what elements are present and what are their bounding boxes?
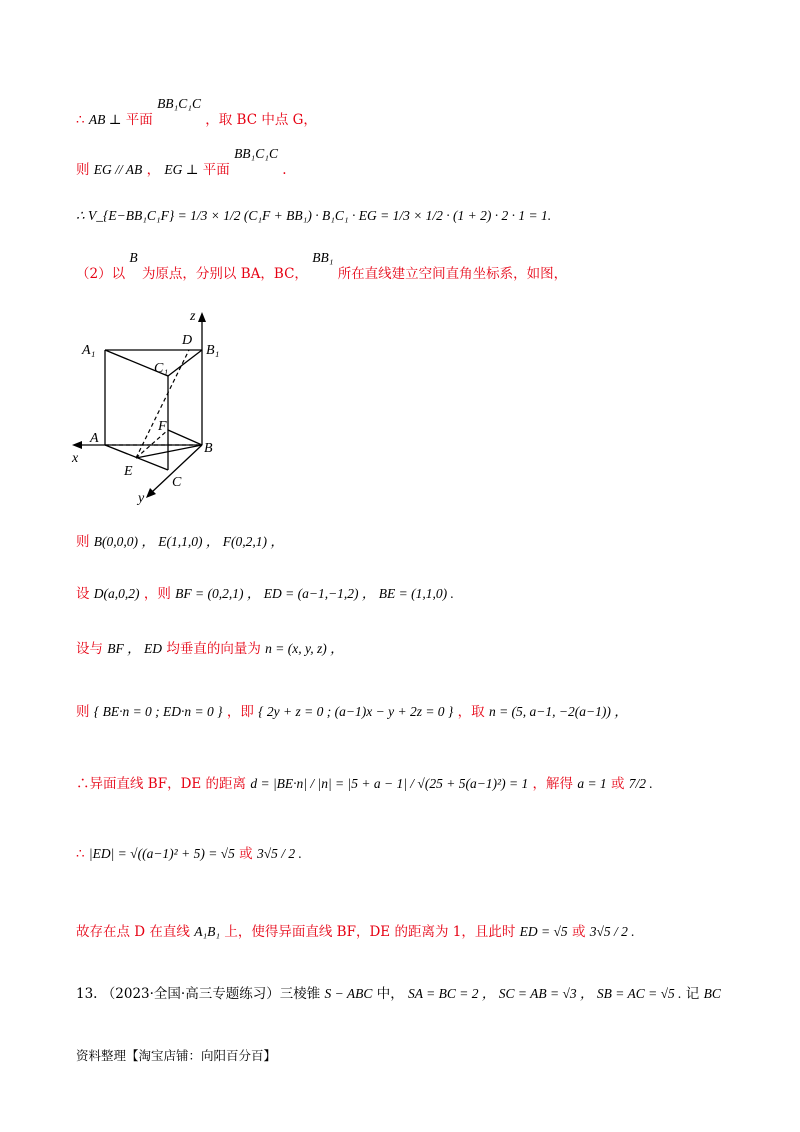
word: 则 — [76, 534, 90, 550]
coordinates: B(0,0,0) ， E(1,1,0) ， F(0,2,1) ， — [93, 534, 284, 549]
text: 设与 — [76, 641, 103, 657]
solution-line-5 — [76, 530, 284, 550]
formula: 7/2 . — [628, 776, 653, 791]
word: 则 — [76, 162, 90, 178]
formula: EG ⊥ — [164, 162, 199, 177]
formula: B — [129, 250, 138, 265]
text: 上，使得异面直线 BF，DE 的距离为 1，且此时 — [224, 924, 516, 940]
formula: BF ， ED — [107, 641, 163, 656]
formula: BB₁C₁C — [234, 146, 278, 161]
formula: AB ⊥ — [88, 112, 122, 127]
solution-line-7 — [76, 637, 344, 657]
solution-line-6 — [76, 582, 454, 602]
solution-line-3 — [76, 208, 551, 224]
solution-line-8 — [76, 700, 628, 720]
word: ，即 — [226, 704, 254, 720]
word: 平面 — [202, 162, 230, 178]
label-d: D — [182, 333, 193, 348]
solution-line-10 — [76, 842, 302, 862]
formula: ED = √5 — [519, 924, 568, 939]
therefore-symbol: ∴ — [76, 846, 85, 862]
label-a: A — [90, 431, 99, 446]
solution-line-11 — [76, 920, 635, 940]
text: ，取 BC 中点 G， — [205, 112, 317, 128]
label-a1: A₁ — [82, 343, 96, 358]
z-arrow — [198, 312, 206, 322]
label-z: z — [190, 309, 196, 324]
label-b: B — [204, 441, 213, 456]
question-13 — [76, 982, 721, 1002]
dashed-e-f — [136, 430, 168, 458]
solution-line-9 — [76, 772, 653, 792]
question-source: （2023·全国·高三专题练习）三棱锥 — [101, 986, 321, 1002]
formula: |ED| = √((a−1)² + 5) = √5 — [88, 846, 235, 861]
label-y: y — [138, 491, 145, 506]
formula: 3√5 / 2 . — [256, 846, 302, 861]
text: 所在直线建立空间直角坐标系，如图， — [337, 266, 568, 282]
formula: EG // AB — [93, 162, 143, 177]
word: 则 — [76, 704, 90, 720]
distance-formula: d = |BE·n| / |n| = |5 + a − 1| / √(25 + 5(a−1)²) = 1 — [250, 776, 529, 791]
formula: BC — [703, 986, 721, 1001]
therefore-symbol: ∴ — [76, 112, 85, 128]
coordinate-figure — [68, 300, 238, 510]
word: 平面 — [125, 112, 153, 128]
word: 记 — [685, 986, 700, 1002]
system-1: { BE·n = 0 ; ED·n = 0 } — [93, 704, 223, 719]
normal-vector: n = (x, y, z) ， — [265, 641, 344, 656]
formula: BB₁ — [312, 250, 334, 265]
segment-f-b — [168, 430, 202, 445]
word: 设 — [76, 586, 90, 602]
formula: A₁B₁ — [194, 924, 221, 939]
label-b1: B₁ — [206, 343, 220, 358]
word: 或 — [571, 924, 586, 940]
solution-line-1 — [76, 96, 317, 128]
system-2: { 2y + z = 0 ; (a−1)x − y + 2z = 0 } — [258, 704, 454, 719]
separator: ， — [146, 162, 161, 178]
text: 均垂直的向量为 — [166, 641, 261, 657]
text: 故存在点 D 在直线 — [76, 924, 190, 940]
footer-note: 资料整理【淘宝店铺：向阳百分百】 — [76, 1048, 277, 1063]
solution-line-4 — [76, 250, 568, 282]
text: （2）以 — [76, 266, 126, 282]
vectors: BF = (0,2,1) ， ED = (a−1,−1,2) ， BE = (1,1,0) . — [175, 586, 454, 601]
label-f: F — [158, 419, 167, 434]
word: 或 — [610, 776, 625, 792]
formula: BB₁C₁C — [157, 96, 201, 111]
formula: S − ABC — [324, 986, 373, 1001]
volume-formula: ∴ V_{E−BB₁C₁F} = 1/3 × 1/2 (C₁F + BB₁) · B₁C₁ · EG = 1/3 × 1/2 · (1 + 2) · 2 · 1 = 1. — [76, 208, 552, 223]
label-c1: C₁ — [154, 361, 169, 376]
formula: a = 1 — [577, 776, 607, 791]
formula: 3√5 / 2 . — [589, 924, 635, 939]
text: 为原点，分别以 BA，BC， — [141, 266, 308, 282]
formula: D(a,0,2) — [93, 586, 140, 601]
word: ，则 — [143, 586, 171, 602]
label-e: E — [124, 464, 133, 479]
word: ，取 — [457, 704, 485, 720]
word: 中， — [376, 986, 404, 1002]
x-arrow — [72, 441, 82, 449]
question-number: 13. — [76, 986, 98, 1002]
label-x: x — [72, 451, 79, 466]
period: . — [282, 162, 287, 178]
text: ∴异面直线 BF，DE 的距离 — [76, 776, 247, 792]
segment-e-b — [136, 445, 202, 458]
edge-c1-b1 — [168, 350, 202, 376]
word: ，解得 — [532, 776, 574, 792]
solution-line-2 — [76, 146, 287, 178]
formula: n = (5, a−1, −2(a−1)) ， — [488, 704, 628, 719]
word: 或 — [239, 846, 253, 862]
label-c: C — [172, 475, 182, 490]
formula: SA = BC = 2 ， SC = AB = √3 ， SB = AC = √5 . — [408, 986, 682, 1001]
